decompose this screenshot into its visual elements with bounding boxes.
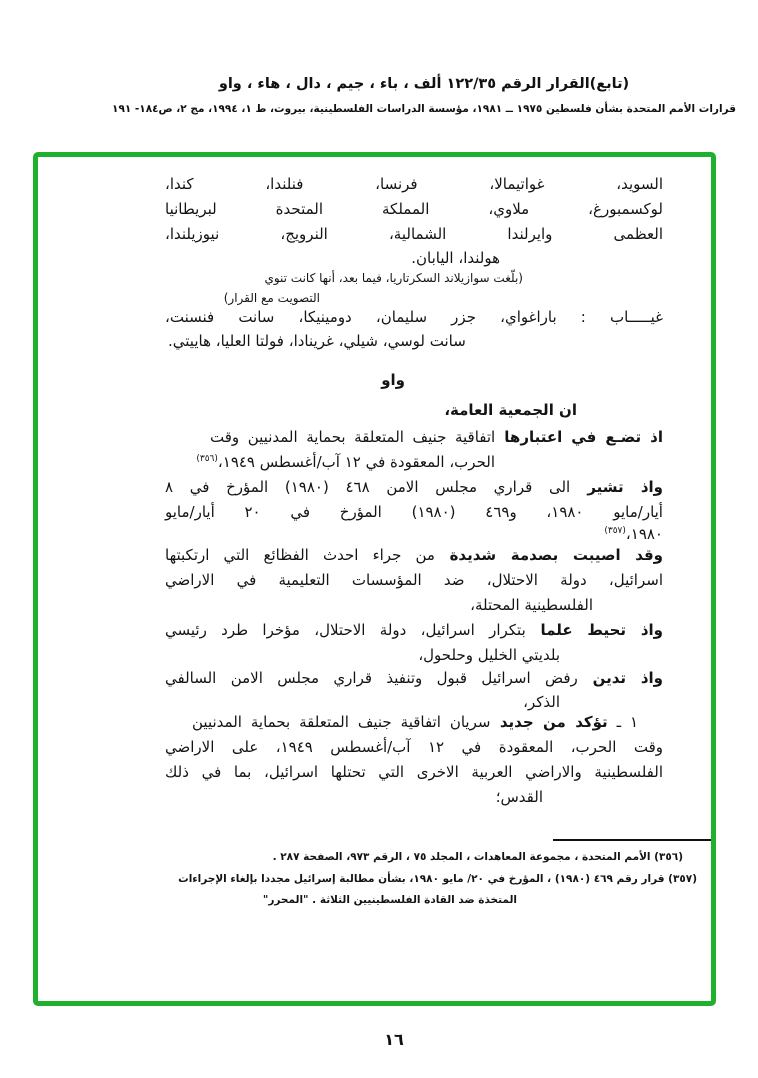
document-header-resolution-title: (تابع)القرار الرقم ١٢٢/٣٥ ألف ، باء ، جيم ، دال ، هاء ، واو [218, 76, 630, 92]
text-line: سانت لوسي، شيلي، غرينادا، فولتا العليا، هاييتي. [168, 332, 466, 350]
text-line: السويد، غواتيمالا، فرنسا، فنلندا، كندا، [165, 175, 663, 193]
text-line-note: التصويت مع القرار) [223, 291, 320, 305]
text-line: بلديتي الخليل وحلحول، [418, 646, 560, 664]
footnote-ref-357: (٣٥٧) [604, 526, 626, 536]
text-line: الفلسطينية والاراضي العربية الاخرى التي تحتلها اسرائيل، بما في ذلك [165, 763, 663, 781]
footnote-357-continued: المتخذة ضد القادة الفلسطينيين الثلاثة . "المحرر" [262, 894, 517, 906]
text-line-operative-1: ١ ـ تؤكد من جديد سريان اتفاقية جنيف المتعلقة بحماية المدنيين [192, 713, 638, 731]
text-line: الفلسطينية المحتلة، [470, 596, 593, 614]
section-heading-waw: واو [381, 371, 405, 389]
footnote-ref-356: (٣٥٦) [196, 454, 218, 464]
text-line: اسرائيل، دولة الاحتلال، ضد المؤسسات التعليمية في الاراضي [165, 571, 663, 589]
text-line: واذ تدين رفض اسرائيل قبول وتنفيذ قراري مجلس الامن السالفي [165, 669, 663, 687]
footnote-357: (٣٥٧) قرار رقم ٤٦٩ (١٩٨٠) ، المؤرخ في ٢٠/ مايو ١٩٨٠، بشأن مطالبة إسرائيل مجددا بإلغاء الإجراءات [178, 873, 697, 885]
text-line: العظمى وايرلندا الشمالية، النرويج، نيوزيلندا، [165, 225, 663, 243]
text-line: واذ تحيط علما بتكرار اسرائيل، دولة الاحتلال، مؤخرا طرد رئيسي [165, 621, 663, 639]
text-line: وقت الحرب، المعقودة في ١٢ آب/أغسطس ١٩٤٩، على الاراضي [165, 738, 663, 756]
text-line: هولندا، اليابان. [411, 249, 500, 267]
text-line: اذ تضـع في اعتبارها اتفاقية جنيف المتعلقة بحماية المدنيين وقت [210, 428, 663, 446]
text-line: أيار/مايو ١٩٨٠، و٤٦٩ (١٩٨٠) المؤرخ في ٢٠ أيار/مايو [165, 503, 663, 521]
footnote-separator-rule [553, 839, 711, 841]
text-line-general-assembly: ان الجمعية العامة، [444, 401, 577, 419]
text-line-note: (بلّغت سوازيلاند السكرتاريا، فيما بعد، أنها كانت تنوي [264, 271, 523, 285]
document-header-source-citation: قرارات الأمم المتحدة بشأن فلسطين ١٩٧٥ ــ ١٩٨١، مؤسسة الدراسات الفلسطينية، بيروت، ط ١، ١٩٩٤، مج ٢، ص١٨٤- ١٩١ [112, 103, 736, 115]
text-line: واذ تشير الى قراري مجلس الامن ٤٦٨ (١٩٨٠) المؤرخ في ٨ [165, 478, 663, 496]
text-line: ١٩٨٠،$^{(٣٥٧)}$ [604, 525, 663, 543]
footnote-356: (٣٥٦) الأمم المتحدة ، مجموعة المعاهدات ، المجلد ٧٥ ، الرقم ٩٧٣، الصفحة ٢٨٧ . [272, 851, 683, 863]
text-line: لوكسمبورغ، ملاوي، المملكة المتحدة لبريطانيا [165, 200, 663, 218]
page-number: ١٦ [384, 1030, 404, 1049]
text-line-absent: غيـــــاب : باراغواي، جزر سليمان، دومينيكا، سانت فنسنت، [165, 308, 663, 326]
text-line: القدس؛ [495, 788, 543, 806]
text-line: وقد اصيبت بصدمة شديدة من جراء احدث الفظائع التي ارتكبتها [165, 546, 663, 564]
text-line: الحرب، المعقودة في ١٢ آب/أغسطس ١٩٤٩،$^{(٣٥٦)}$ [196, 453, 495, 471]
text-line: الذكر، [523, 693, 560, 711]
